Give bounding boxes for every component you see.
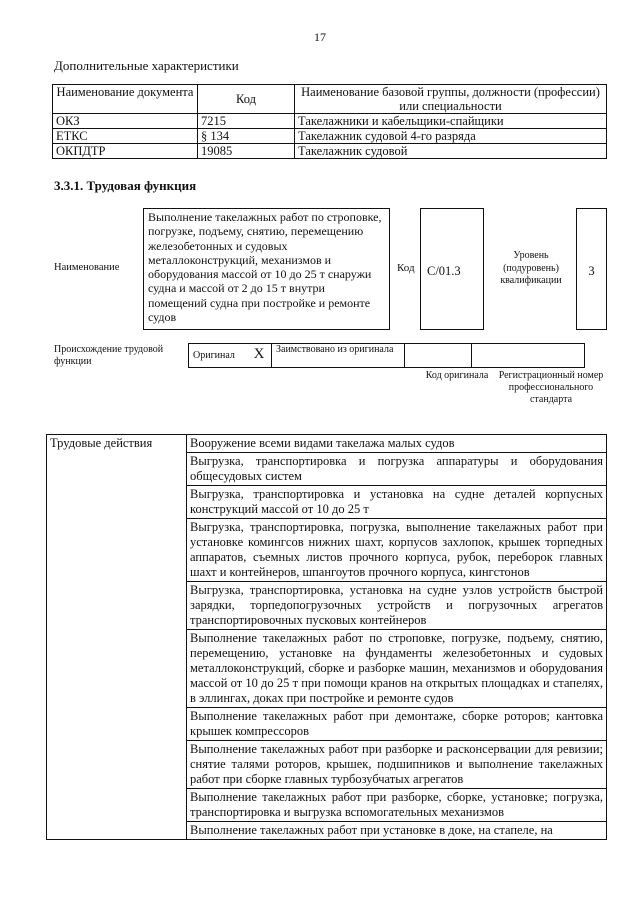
group-name-cell: Такелажник судовой — [295, 144, 607, 159]
original-mark: X — [253, 346, 265, 363]
labor-action-item: Выгрузка, транспортировка и погрузка аппаратуры и оборудования общесудовых систем — [187, 453, 607, 486]
header-code: Код — [198, 85, 295, 114]
code-cell: § 134 — [198, 129, 295, 144]
registration-number-caption: Регистрационный номер профессионального стандарта — [498, 370, 604, 405]
origin-row — [189, 344, 585, 368]
function-origin-label: Происхождение трудовой функции — [54, 344, 164, 367]
origin-table — [188, 343, 585, 368]
labor-action-item: Выполнение такелажных работ по строповке, погрузке, подъему, снятию, перемещению, установке на фундаменты железобетонных и судовых металлоконструкций, сборке и разборке машин, механизмов и оборудования массой от 10 до 25 т при помощи кранов на открытых площадках и стапелях, в эллингах, доках при постройке и ремонте судов — [187, 630, 607, 708]
labor-actions-label: Трудовые действия — [47, 435, 187, 840]
labor-action-item: Выполнение такелажных работ при установке в доке, на стапеле, на — [187, 822, 607, 840]
function-code-label: Код — [397, 262, 415, 274]
labor-action-item: Выгрузка, транспортировка, установка на судне узлов устройств быстрой зарядки, торпедопогрузочных устройств и погрузочных агрегатов транспортировочных пусковых контейнеров — [187, 582, 607, 630]
qualification-level-box: 3 — [576, 208, 607, 330]
table-row — [53, 129, 607, 144]
labor-action-item: Выполнение такелажных работ при разборке и расконсервации для ревизии; снятие талями роторов, крышек, подшипников и выполнение такелажных работ при сборке главных турбозубчатых агрегатов — [187, 741, 607, 789]
additional-characteristics-table — [52, 84, 607, 159]
original-code-cell — [405, 344, 472, 368]
labor-action-item: Выгрузка, транспортировка, погрузка, выполнение такелажных работ при установке комингсов нижних шахт, корпусов захлопок, крышек торпедных аппаратов, съемных листов прочного корпуса, рубок, переборок главных шахт и контейнеров, шпангоутов прочного корпуса, кингстонов — [187, 519, 607, 582]
doc-name-cell: ОКЗ — [53, 114, 198, 129]
labor-actions-table — [46, 434, 607, 840]
doc-name-cell: ЕТКС — [53, 129, 198, 144]
group-name-cell: Такелажник судовой 4-го разряда — [295, 129, 607, 144]
original-mark-cell — [247, 344, 272, 368]
labor-action-item: Выполнение такелажных работ при разборке, сборке, установке; погрузка, транспортировка и выгрузка вспомогательных механизмов — [187, 789, 607, 822]
group-name-cell: Такелажники и кабельщики-спайщики — [295, 114, 607, 129]
function-code-box: С/01.3 — [420, 208, 484, 330]
table-row — [53, 114, 607, 129]
qualification-level-label: Уровень (подуровень) квалификации — [500, 250, 562, 286]
labor-action-item: Выгрузка, транспортировка и установка на судне деталей корпусных конструкций массой от 10 до 25 т — [187, 486, 607, 519]
labor-action-item: Вооружение всеми видами такелажа малых судов — [187, 435, 607, 453]
code-cell: 7215 — [198, 114, 295, 129]
table-row — [53, 144, 607, 159]
code-cell: 19085 — [198, 144, 295, 159]
header-document-name: Наименование документа — [53, 85, 198, 114]
page-number: 17 — [314, 30, 326, 44]
registration-number-cell — [472, 344, 585, 368]
function-name-label: Наименование — [54, 262, 120, 273]
function-name-box: Выполнение такелажных работ по строповке, погрузке, подъему, снятию, перемещению железобетонных и судовых металлоконструкций, механизмов и оборудования массой от 10 до 25 т снаружи судна и массой от 2 до 15 т внутри помещений судна при постройке и ремонте судов — [143, 208, 390, 330]
header-group-name: Наименование базовой группы, должности (профессии) или специальности — [295, 85, 607, 114]
original-label-cell: Оригинал — [189, 344, 248, 368]
doc-name-cell: ОКПДТР — [53, 144, 198, 159]
borrowed-cell: Заимствовано из оригинала — [272, 344, 405, 368]
labor-action-item: Выполнение такелажных работ при демонтаже, сборке роторов; кантовка крышек компрессоров — [187, 708, 607, 741]
table-row — [47, 435, 607, 453]
original-code-caption: Код оригинала — [425, 370, 489, 381]
section-title: 3.3.1. Трудовая функция — [54, 178, 197, 193]
table-header-row — [53, 85, 607, 114]
additional-characteristics-heading: Дополнительные характеристики — [54, 58, 239, 73]
